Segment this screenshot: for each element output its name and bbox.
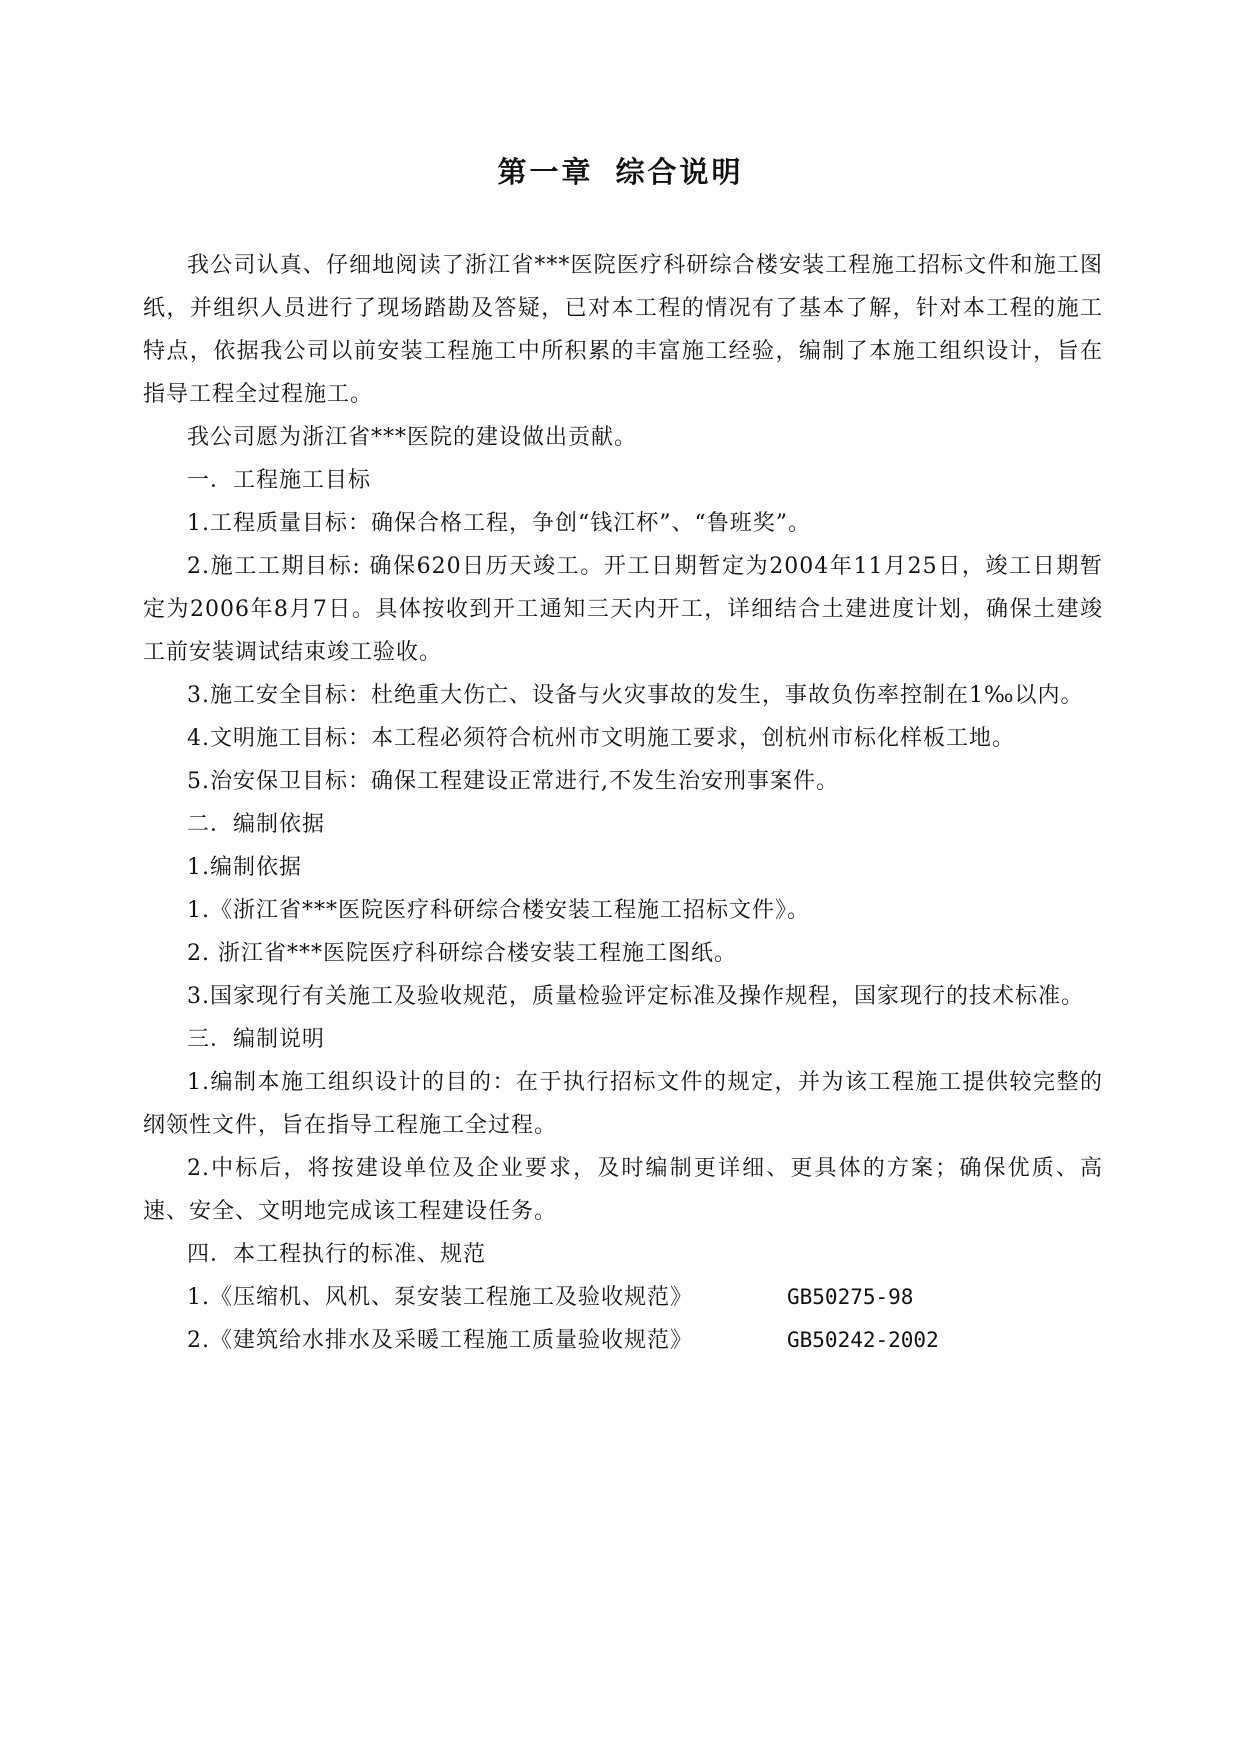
goal-security: 5.治安保卫目标：确保工程建设正常进行,不发生治安刑事案件。 [187,769,839,794]
standard-code: GB50275-98 [787,1285,914,1309]
standard-name: 1.《压缩机、风机、泵安装工程施工及验收规范》 [187,1285,693,1310]
basis-item-3: 3.国家现行有关施工及验收规范，质量检验评定标准及操作规程，国家现行的技术标准。 [187,984,1084,1009]
standard-item-2 [143,1319,1103,1362]
section-heading-notes: 三．编制说明 [187,1027,326,1052]
chapter-number: 第一章 [497,155,594,189]
chapter-name: 综合说明 [615,155,744,189]
goal-schedule: 2.施工工期目标: 确保620日历天竣工。开工日期暂定为2004年11月25日，竣工日期暂定为2006年8月7日。具体按收到开工通知三天内开工，详细结合土建进度计划，确保土建竣工前安装调试结束竣工验收。 [143,554,1103,665]
basis-item-1: 1.《浙江省***医院医疗科研综合楼安装工程施工招标文件》。 [187,898,810,923]
subheading-basis: 1.编制依据 [187,855,302,880]
section-heading-basis: 二．编制依据 [187,812,326,837]
goal-safety: 3.施工安全目标：杜绝重大伤亡、设备与火灾事故的发生，事故负伤率控制在1‰以内。 [187,683,1084,708]
chapter-title [0,150,1241,191]
standard-code: GB50242-2002 [787,1328,939,1352]
goal-civilized: 4.文明施工目标：本工程必须符合杭州市文明施工要求，创杭州市标化样板工地。 [187,726,1015,751]
contribution-paragraph: 我公司愿为浙江省***医院的建设做出贡献。 [187,425,638,450]
section-heading-goals: 一．工程施工目标 [187,468,372,493]
document-body [143,244,1103,1362]
goal-quality: 1.工程质量目标：确保合格工程，争创“钱江杯”、“鲁班奖”。 [187,511,811,536]
standard-name: 2.《建筑给水排水及采暖工程施工质量验收规范》 [187,1328,693,1353]
notes-item-2: 2.中标后，将按建设单位及企业要求，及时编制更详细、更具体的方案；确保优质、高速、安全、文明地完成该工程建设任务。 [143,1156,1103,1224]
section-heading-standards: 四．本工程执行的标准、规范 [187,1242,487,1267]
standard-item-1 [143,1276,1103,1319]
notes-item-1: 1.编制本施工组织设计的目的：在于执行招标文件的规定，并为该工程施工提供较完整的纲领性文件，旨在指导工程施工全过程。 [143,1070,1103,1138]
basis-item-2: 2. 浙江省***医院医疗科研综合楼安装工程施工图纸。 [187,941,737,966]
intro-paragraph: 我公司认真、仔细地阅读了浙江省***医院医疗科研综合楼安装工程施工招标文件和施工图纸，并组织人员进行了现场踏勘及答疑，已对本工程的情况有了基本了解，针对本工程的施工特点，依据我公司以前安装工程施工中所积累的丰富施工经验，编制了本施工组织设计，旨在指导工程全过程施工。 [143,253,1103,407]
